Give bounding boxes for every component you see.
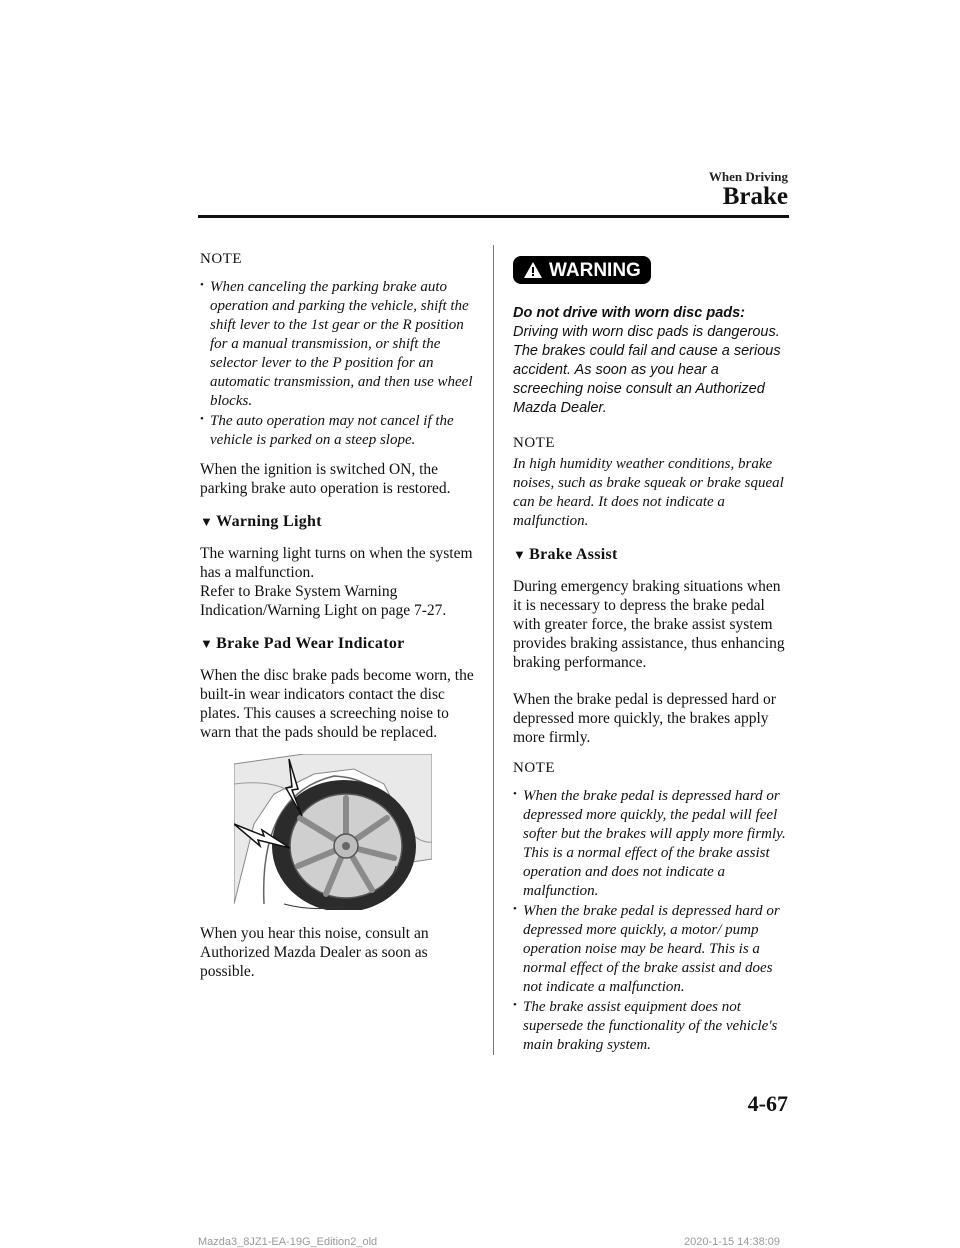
- header-rule: [198, 215, 789, 218]
- column-divider: [493, 245, 494, 1055]
- brake-assist-heading-text: Brake Assist: [529, 546, 618, 563]
- note-item: • When the brake pedal is depressed hard or depressed more quickly, the pedal will feel softer but the brakes will apply more firmly. This is a normal effect of the brake assist operation and does not indicate a malfunction.: [513, 787, 791, 901]
- triangle-down-icon: ▼: [513, 547, 527, 562]
- page-title: Brake: [722, 183, 788, 210]
- note-label: NOTE: [513, 760, 555, 776]
- brake-assist-para-2: When the brake pedal is depressed hard or depressed more quickly, the brakes apply more firmly.: [513, 691, 776, 746]
- footer-timestamp: 2020-1-15 14:38:09: [683, 1236, 780, 1248]
- brake-assist-heading: [513, 545, 791, 564]
- footer-doc-id: Mazda3_8JZ1-EA-19G_Edition2_old: [198, 1236, 378, 1248]
- right-column: [513, 250, 791, 1065]
- header-section-label: When Driving: [708, 169, 788, 184]
- ignition-paragraph: When the ignition is switched ON, the parking brake auto operation is restored.: [200, 461, 451, 497]
- warning-light-heading: [200, 512, 478, 531]
- brake-pad-wear-illustration: [234, 754, 432, 910]
- note-text: In high humidity weather conditions, brake noises, such as brake squeak or brake squeal can be heard. It does not indicate a malfunction.: [513, 456, 784, 529]
- warning-light-heading-text: Warning Light: [216, 513, 322, 530]
- note-list: [200, 278, 478, 450]
- page-number: 4-67: [747, 1091, 788, 1116]
- brake-assist-para-1: During emergency braking situations when it is necessary to depress the brake pedal with greater force, the brake assist system provides braking assistance, thus enhancing braking performance.: [513, 578, 785, 671]
- pad-wear-body: When the disc brake pads become worn, the built-in wear indicators contact the disc plates. This causes a screeching noise to warn that the pads should be replaced.: [200, 667, 474, 741]
- pad-wear-heading-text: Brake Pad Wear Indicator: [216, 635, 405, 652]
- warning-light-body: The warning light turns on when the system has a malfunction.: [200, 545, 473, 581]
- note-item: • The brake assist equipment does not supersede the functionality of the vehicle's main braking system.: [513, 998, 791, 1055]
- warning-text: Driving with worn disc pads is dangerous. The brakes could fail and cause a serious accident. As soon as you hear a screeching noise consult an Authorized Mazda Dealer.: [513, 324, 781, 416]
- left-column: [200, 250, 478, 993]
- triangle-down-icon: ▼: [200, 636, 214, 651]
- note-list: [513, 787, 791, 1055]
- warning-body: [513, 304, 791, 418]
- note-item: • When canceling the parking brake auto operation and parking the vehicle, shift the shift lever to the 1st gear or the R position for a manual transmission, or shift the selector lever to the P position for an automatic transmission, and then use wheel blocks.: [200, 278, 478, 411]
- note-label: NOTE: [513, 435, 555, 451]
- note-item: • The auto operation may not cancel if the vehicle is parked on a steep slope.: [200, 412, 478, 450]
- warning-badge-label: WARNING: [549, 259, 641, 281]
- pad-wear-consult: When you hear this noise, consult an Authorized Mazda Dealer as soon as possible.: [200, 925, 429, 980]
- warning-light-reference: Refer to Brake System Warning Indication/Warning Light on page 7-27.: [200, 583, 447, 619]
- warning-badge: [513, 256, 651, 284]
- warning-heading: Do not drive with worn disc pads:: [513, 305, 746, 321]
- note-item: • When the brake pedal is depressed hard or depressed more quickly, a motor/ pump operation noise may be heard. This is a normal effect of the brake assist and does not indicate a malfunction.: [513, 902, 791, 997]
- pad-wear-heading: [200, 634, 478, 653]
- triangle-down-icon: ▼: [200, 514, 214, 529]
- warning-triangle-icon: [523, 261, 543, 279]
- note-label: NOTE: [200, 251, 242, 267]
